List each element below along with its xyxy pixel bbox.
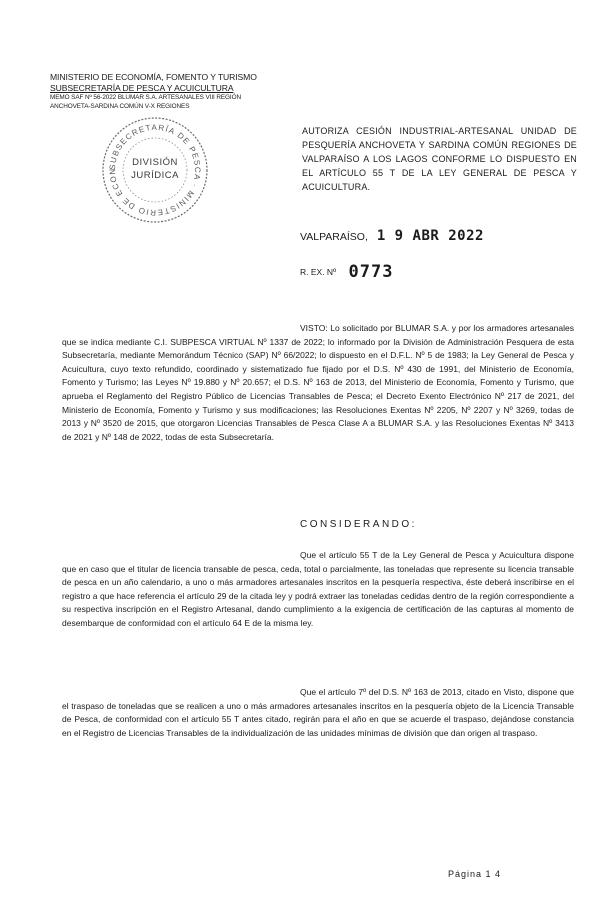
memo-reference: MEMO SAF Nº 56-2022 BLUMAR S.A. ARTESANALES VIII REGIÓN	[50, 94, 241, 101]
place-label: VALPARAÍSO,	[300, 231, 368, 243]
considerando-1-text: Que el artículo 55 T de la Ley General de Pesca y Acuicultura dispone que en caso que el titular de licencia transable de pesca, ceda, total o parcialmente, las toneladas que represente su licencia transable de pesca en un año calendario, a uno o más armadores artesanales inscritos en la pesquería respectiva, éste deberá inscribirse en el registro a que hace referencia el artículo 29 de la citada ley y podrá extraer las toneladas cedidas dentro de la región correspondiente a su respectiva inscripción en el Registro Artesanal, dando cumplimiento a la exigencia de certificación de las capturas al momento de desembarque de conformidad con el artículo 64 E de la misma ley.	[62, 550, 574, 628]
page-number: Página 1 4	[448, 869, 502, 879]
resolution-number: 0773	[348, 262, 394, 282]
undersecretariat-name: SUBSECRETARÍA DE PESCA Y ACUICULTURA	[50, 83, 234, 93]
resolution-number-line	[300, 262, 394, 282]
visto-lead: VISTO:	[300, 323, 328, 333]
resolution-subject: AUTORIZA CESIÓN INDUSTRIAL-ARTESANAL UNIDAD DE PESQUERÍA ANCHOVETA Y SARDINA COMÚN REGIONES DE VALPARAÍSO A LOS LAGOS CONFORME LO DISPUESTO EN EL ARTÍCULO 55 T DE LA LEY GENERAL DE PESCA Y ACUICULTURA.	[302, 126, 577, 192]
visto-paragraph	[62, 322, 574, 444]
date-stamp: 1 9 ABR 2022	[376, 228, 484, 244]
ministry-name: MINISTERIO DE ECONOMÍA, FOMENTO Y TURISMO	[50, 72, 257, 82]
considerando-2-text: Que el artículo 7º del D.S. Nº 163 de 2013, citado en Visto, dispone que el traspaso de toneladas que se realicen a uno o más armadores artesanales inscritos en la pesquería objeto de la Licencia Transable de Pesca, de conformidad con el artículo 55 T antes citado, regirán para el año en que se acuerde el traspaso, dejándose constancia en el Registro de Licencias Transables de la individualización de las unidades mínimas de división que dan origen al traspaso.	[62, 687, 574, 738]
species-reference: ANCHOVETA-SARDINA COMÚN V-X REGIONES	[50, 102, 190, 110]
document-header	[50, 72, 257, 111]
place-date-line	[300, 228, 484, 244]
stamp-line-division: DIVISIÓN	[132, 157, 178, 168]
considerando-title: CONSIDERANDO:	[300, 519, 417, 530]
resolution-label: R. EX. Nº	[300, 267, 337, 277]
stamp-line-juridica: JURÍDICA	[131, 170, 179, 181]
division-stamp	[100, 115, 210, 225]
considerando-paragraph-2	[62, 686, 574, 740]
considerando-paragraph-1	[62, 549, 574, 631]
visto-body: Lo solicitado por BLUMAR S.A. y por los armadores artesanales que se indica mediante C.I. SUBPESCA VIRTUAL Nº 1337 de 2022; lo informado por la División de Administración Pesquera de esta Subsecretaría, mediante Memorándum Técnico (SAP) Nº 66/2022; lo dispuesto en el D.F.L. Nº 5 de 1983; la Ley General de Pesca y Acuicultura, cuyo texto refundido, coordinado y sistematizado fue fijado por el D.S. Nº 430 de 1991, del Ministerio de Economía, Fomento y Turismo; las Leyes Nº 19.880 y Nº 20.657; el D.S. Nº 163 de 2013, del Ministerio de Economía, Fomento y Turismo, que aprueba el Reglamento del Registro Público de Licencias Transables de Pesca; el Decreto Exento Electrónico Nº 217 de 2021, del Ministerio de Economía, Fomento y Turismo y sus modificaciones; las Resoluciones Exentas Nº 2205, Nº 2207 y Nº 3269, todas de 2013 y Nº 3520 de 2015, que otorgaron Licencias Transables de Pesca Clase A a BLUMAR S.A. y las Resoluciones Exentas Nº 3413 de 2021 y Nº 148 de 2022, todas de esta Subsecretaría.	[62, 323, 574, 442]
stamp-ring-text: SUBSECRETARÍA DE PESCA · MINISTERIO DE ECON	[107, 122, 203, 218]
